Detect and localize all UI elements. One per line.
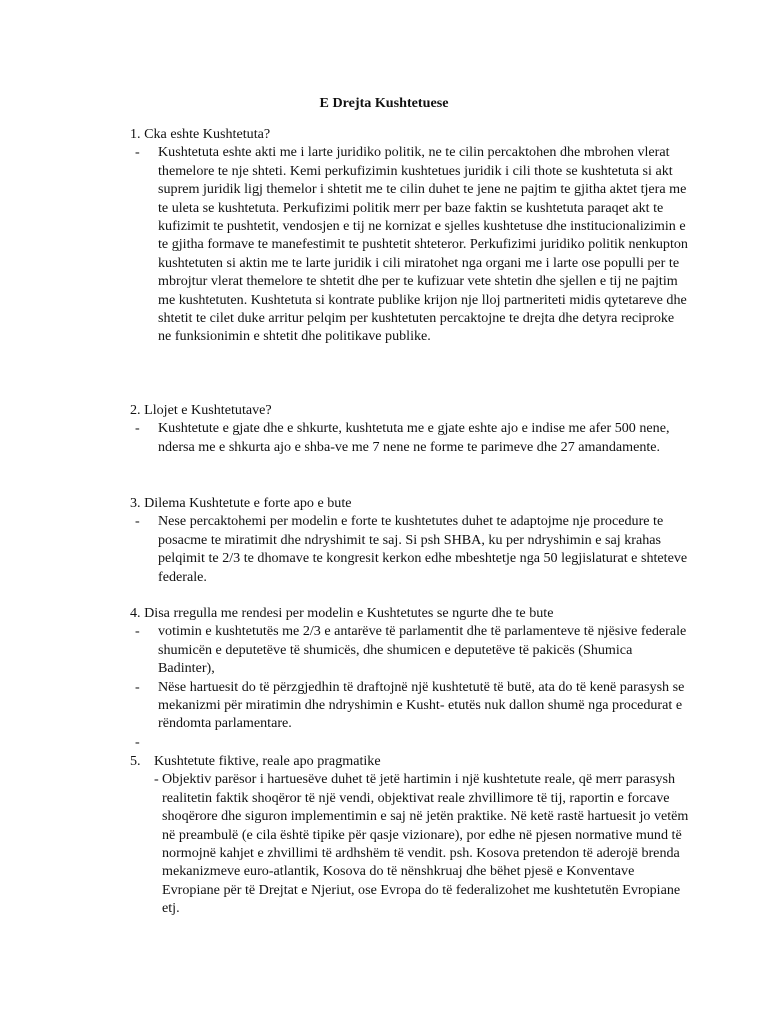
section-1-heading: 1. Cka eshte Kushtetuta?: [130, 126, 271, 142]
section-5-bullet-1: [130, 770, 690, 917]
section-4-bullet-1: [130, 622, 690, 677]
bullet-dash: -: [135, 733, 140, 750]
section-2-bullet-1: [130, 419, 690, 456]
section-5-heading: [130, 752, 690, 770]
section-4: [130, 604, 690, 751]
section-3-heading: 3. Dilema Kushtetute e forte apo e bute: [130, 495, 352, 511]
section-5: [130, 752, 690, 918]
bullet-dash: -: [135, 678, 140, 695]
section-5-number: 5.: [130, 753, 141, 769]
bullet-text: Nëse hartuesit do të përzgjedhin të draftojnë një kushtetutë të butë, ata do të kenë parasysh se mekanizmi për miratimin dhe ndryshimin e Kusht- etutës nuk dallon shumë nga procedurat e rëndomta parlamentare.: [158, 678, 685, 732]
bullet-text: Kushtetuta eshte akti me i larte juridiko politik, ne te cilin percaktohen dhe mbrohen vlerat themelore te nje shteti. Kemi perkufizimin kushtetues juridik i cili thote se kushtetuta si akt suprem juridik ligj themelor i shtetit me te cilin duhet te jene ne pajtim te gjitha aktet tjera me te uleta se kushtetuta. Perkufizimi politik merr per baze faktin se kushtetuta paraqet akt te kufizimit te pushtetit, vendosjen e tij ne kornizat e sjelles kushtetuse dhe institucionalizimin e te gjitha formave te manefestimit te pushtetit shteteror. Perkufizimi juridiko politik nenkupton kushtetuten si aktin me te larte juridik i cili miratohet nga organi me i larte ose populli per te mbrojtur vlerat themelore te shtetit dhe per te kufizuar vete shtetin dhe sjellen e tij ne pajtim me kushtetuten. Kushtetuta si kontrate publike krijon nje lloj partneriteti midis qytetareve dhe shtetit te cilet duke arritur pelqim per kushtetuten percaktojne te drejta dhe detyra reciproke ne funksionimin e shtetit dhe politikave publike.: [158, 144, 688, 345]
section-4-bullet-2: [130, 678, 690, 733]
bullet-text: Objektiv parësor i hartuesëve duhet të jetë hartimin i një kushtetute reale, që merr parasysh realitetin faktik shoqëror të një vendi, objektivat reale zhvillimore të tij, raportin e forcave shoqërore dhe siguron implementimin e saj në jetën praktike. Në ketë rastë hartuesit jo vetëm në preambulë (e cila është tipike për qasje vizionare), por edhe në pjesen normative mund të normojnë kahjet e zhvillimi të ardhshëm të vendit. psh. Kosova pretendon të aderojë brenda mekanizmeve euro-atlantik, Kosova do të nënshkruaj dhe bëhet pjesë e Konventave Evropiane për të Drejtat e Njeriut, ose Evropa do të federalizohet me kushtetutën Evropiane etj.: [162, 771, 689, 917]
bullet-text: votimin e kushtetutës me 2/3 e antarëve të parlamentit dhe të parlamenteve të njësive federale shumicën e deputetëve të shumicës, dhe shumicen e deputetëve të pakicës (Shumica Badinter),: [158, 623, 687, 677]
section-2-heading: 2. Llojet e Kushtetutave?: [130, 402, 272, 418]
bullet-dash: -: [135, 513, 140, 530]
section-3-bullet-1: [130, 512, 690, 586]
section-4-bullet-3: [130, 733, 690, 751]
bullet-text: Nese percaktohemi per modelin e forte te kushtetutes duhet te adaptojme nje procedure te posacme te miratimit dhe ndryshimit te saj. Si psh SHBA, ku per ndryshimin e saj krahas pelqimit te 2/3 te dhomave te kongresit kerkon edhe mbeshtetje nga 50 legjislaturat e shteteve federale.: [158, 513, 688, 585]
bullet-dash: -: [154, 771, 159, 788]
document-title: E Drejta Kushtetuese: [319, 95, 449, 111]
section-3: [130, 494, 690, 586]
section-4-heading: 4. Disa rregulla me rendesi per modelin e Kushtetutes se ngurte dhe te bute: [130, 605, 554, 621]
section-2: [130, 401, 690, 456]
section-1-bullet-1: [130, 143, 690, 345]
bullet-dash: -: [135, 623, 140, 640]
bullet-text: Kushtetute e gjate dhe e shkurte, kushtetuta me e gjate eshte ajo e indise me afer 500 nene, ndersa me e shkurta ajo e shba-ve me 7 nene ne forme te parimeve dhe 27 amandamente.: [158, 420, 670, 455]
bullet-dash: -: [135, 144, 140, 161]
section-5-heading-text: Kushtetute fiktive, reale apo pragmatike: [154, 753, 381, 769]
bullet-dash: -: [135, 420, 140, 437]
section-1: [130, 125, 690, 346]
